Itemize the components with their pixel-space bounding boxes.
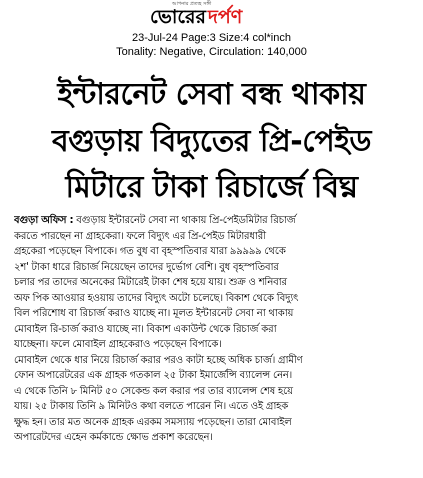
article-line: এ থেকে তিনি ৮ মিনিট ৫০ সেকেন্ড কল করার পর তার ব্যালেন্স শেষ হয়ে: [14, 385, 293, 397]
headline-line-2: বগুড়ায় বিদ্যুতের প্রি-পেইড: [52, 124, 371, 159]
headline-line-1: ইন্টারনেট সেবা বন্ধ থাকায়: [57, 77, 366, 112]
clip-meta-tonality: Tonality: Negative, Circulation: 140,000: [116, 46, 307, 58]
article-line: যায়। ২৫ টাকায় তিনি ৯ মিনিটও কথা বলতে পারেন নি। এতে ওই গ্রাহক: [14, 401, 289, 412]
article-line: [14, 213, 412, 229]
newspaper-logo: [150, 6, 242, 28]
article-line: গ্রহকেরা পড়েছেন বিপাকে। গত বুধ বা বৃহস্পতিবার যারা ৯৯৯৯৯ থেকে: [14, 246, 286, 257]
article-body: [14, 213, 412, 475]
article-line: অফ পিক আওয়ার হওয়ায় তাদের বিদ্যুৎ অটো চলেছে। বিকাশ থেকে বিদ্যুৎ: [14, 292, 299, 304]
headline-line-3: মিটারে টাকা রিচার্জে বিঘ্ন: [65, 170, 358, 205]
article-line: অপারেটদের এহেন কর্মকান্ডে ক্ষোভ প্রকাশ করেছেন।: [14, 432, 213, 443]
article-line: ২শ' টাকা ধারে রিচার্জ নিয়েছেন তাদের দুর্ভোগ বেশি। বুধ বৃহস্পতিবার: [14, 261, 279, 273]
logo-text-black: ভোরের: [150, 6, 206, 28]
article-line-text: বগুড়ায় ইন্টারনেট সেবা না থাকায় প্রি-পেইডমিটার রিচার্জ: [76, 215, 296, 226]
clip-meta-date-page: 23-Jul-24 Page:3 Size:4 col*inch: [132, 32, 291, 44]
article-line: ফোন অপারেটরের এক গ্রাহক গতকাল ২৫ টাকা ইমার্জেন্সি ব্যালেন্স নেন।: [14, 370, 293, 381]
article-line: চলার পর তাদের অনেকের মিটারেই টাকা শেষ হয়ে যায়। শুক্র ও শনিবার: [14, 277, 287, 288]
logo-text-red: দর্পণ: [207, 6, 243, 28]
article-line: ক্ষুদ্ধ হন। তার মত অনেক গ্রাহক এরকম সমস্যায় পড়েছেন। তারা মোবাইল: [14, 416, 292, 428]
masthead: [0, 0, 423, 30]
article-line: মোবাইল রি-চার্জ করাও যাচ্ছে না। বিকাশ একাউন্ট থেকে রিচার্জ করা: [14, 323, 277, 335]
article-line: করতে পারছেন না গ্রাহকেরা। ফলে বিদ্যুৎ এর প্রি-পেইড মিটারধারী: [14, 230, 266, 242]
article-dateline: বগুড়া অফিস :: [14, 215, 74, 226]
article-line: বিল পরিশোধ বা রিচার্জ করাও যাচ্ছে না। মূলত ইন্টারনেট সেবা না থাকায়: [14, 308, 294, 319]
masthead-tagline: আপনার প্রত্যহ সঙ্গী: [172, 1, 212, 7]
article-line: মোবাইল থেকে ধার নিয়ে রিচার্জ করার পরও কাটা হচ্ছে অধিক চার্জ। গ্রামীণ: [14, 354, 303, 366]
article-line: যাচ্ছেনা। ফলে মোবাইল গ্রাহকেরাও পড়েছেন বিপাকে।: [14, 339, 222, 350]
